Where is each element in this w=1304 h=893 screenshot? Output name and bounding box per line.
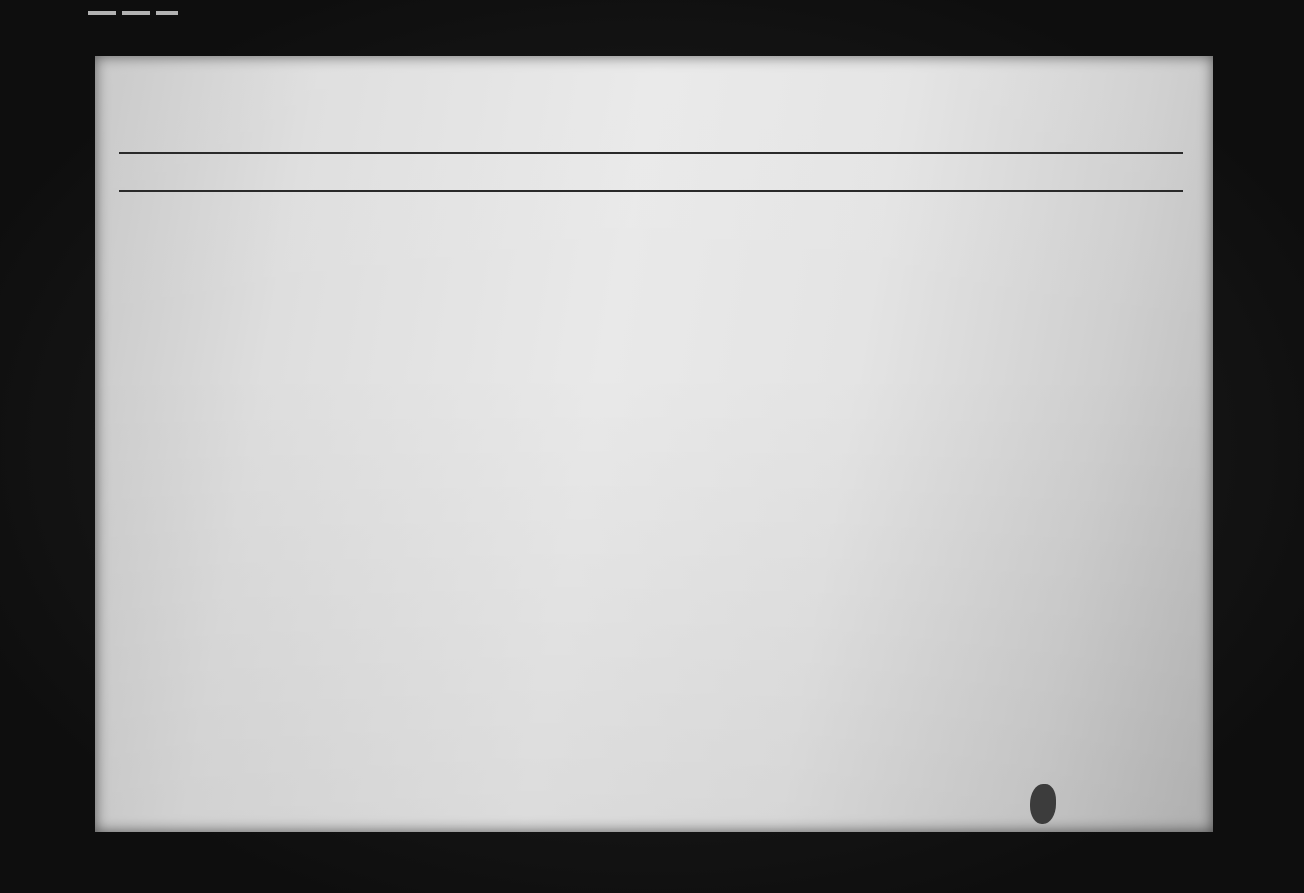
ink-blot — [1030, 784, 1056, 824]
header-top-rule — [119, 152, 1183, 154]
header-bottom-rule — [119, 190, 1183, 192]
film-mark — [122, 11, 150, 15]
transport-list-sheet — [95, 56, 1213, 832]
film-mark — [88, 11, 116, 15]
film-mark — [156, 11, 178, 15]
paper-shading — [95, 56, 1213, 832]
